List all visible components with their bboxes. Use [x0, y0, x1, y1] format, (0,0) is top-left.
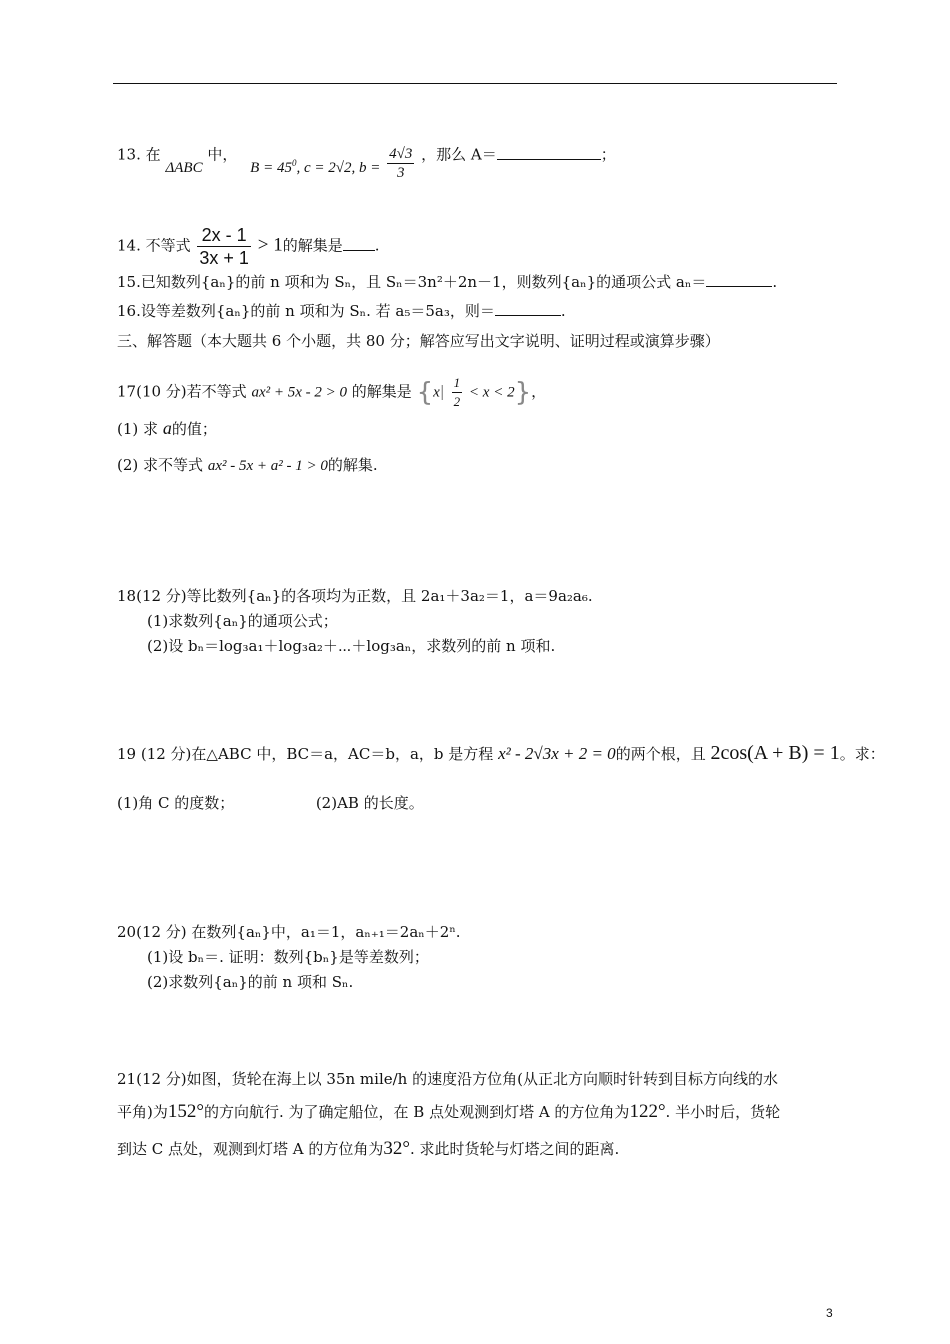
- q13-zhong: 中，: [207, 145, 238, 164]
- q17-p2-tail: 的解集.: [327, 456, 378, 474]
- q21-angle-1: 152°: [167, 1101, 204, 1122]
- q13-prefix: 在: [145, 145, 161, 164]
- question-21-line-3: [117, 1137, 619, 1161]
- q17-p1-label: (1) 求: [117, 420, 159, 438]
- q15-text: 15.已知数列{aₙ}的前 n 项和为 Sₙ，且 Sₙ＝3n²＋2n－1，则数列{aₙ}的通项公式 aₙ＝: [117, 273, 707, 291]
- q18-part-2: (2)设 bₙ＝log₃a₁＋log₃a₂＋⋯＋log₃aₙ，求数列的前 n 项和.: [147, 637, 556, 655]
- q16-text: 16.设等差数列{aₙ}的前 n 项和为 Sₙ. 若 a₅＝5a₃，则＝: [117, 302, 495, 320]
- page-number: 3: [826, 1306, 833, 1320]
- q21-line3-a: 到达 C 点处，观测到灯塔 A 的方位角为: [117, 1140, 384, 1158]
- q17-set-bar: |: [439, 382, 445, 401]
- q13-tail: ，那么 A＝: [421, 145, 497, 164]
- q13-b-sup: 0: [291, 157, 297, 168]
- q13-c-value: , c = 2√2, b =: [296, 159, 381, 176]
- header-rule: [113, 83, 837, 84]
- question-18: 18(12 分)等比数列{aₙ}的各项均为正数，且 2a₁＋3a₂＝1，a＝9a₂a₆.: [117, 587, 593, 605]
- q19-parts: [117, 793, 424, 813]
- q20-part-2: (2)求数列{aₙ}的前 n 项和 Sₙ.: [147, 973, 354, 991]
- q17-half: [452, 374, 463, 411]
- q19-mid: 的两个根，且: [615, 745, 706, 763]
- q13-condition: [250, 157, 381, 176]
- q16-answer-blank[interactable]: [495, 301, 561, 316]
- q21-angle-3: 32°: [383, 1138, 410, 1159]
- q13-answer-blank[interactable]: [497, 145, 601, 160]
- q19-equation: x² - 2√3x + 2 = 0: [498, 744, 616, 763]
- q17-half-den: 2: [453, 394, 461, 409]
- q14-fraction: [197, 224, 251, 269]
- q17-left-brace: {: [416, 377, 434, 408]
- q13-end: ；: [600, 145, 616, 164]
- q17-part-2: [117, 455, 378, 476]
- question-21-line-1: 21(12 分)如图，货轮在海上以 35n mile/h 的速度沿方位角(从正北方向顺时针转到目标方向线的水: [117, 1070, 778, 1088]
- q18-part-1: (1)求数列{aₙ}的通项公式；: [147, 612, 338, 630]
- q14-label: 14. 不等式: [117, 236, 191, 255]
- question-20: 20(12 分) 在数列{aₙ}中，a₁＝1，aₙ₊₁＝2aₙ＋2ⁿ.: [117, 923, 461, 941]
- q17-p1-var: a: [162, 418, 172, 438]
- q15-end: .: [772, 273, 778, 291]
- q13-b-angle: B = 45: [250, 159, 292, 176]
- q14-den: 3x + 1: [199, 248, 249, 268]
- q13-number: 13.: [117, 145, 141, 164]
- question-14: [117, 224, 380, 269]
- q17-head: 17(10 分)若不等式: [117, 382, 247, 401]
- q13-triangle: ΔABC: [165, 159, 203, 176]
- q14-num: 2x - 1: [197, 224, 251, 247]
- q13-b-den: 3: [396, 165, 405, 181]
- q17-set-rest: < x < 2: [468, 384, 515, 401]
- q17-right-brace: }: [514, 377, 532, 408]
- q13-b-fraction: [387, 145, 414, 182]
- q21-line3-b: . 求此时货轮与灯塔之间的距离.: [410, 1140, 620, 1158]
- question-16: [117, 301, 566, 321]
- q19-part-2: (2)AB 的长度。: [315, 794, 424, 812]
- q19-part-1: (1)角 C 的度数；: [117, 794, 235, 812]
- q16-end: .: [560, 302, 566, 320]
- q21-angle-2: 122°: [629, 1101, 666, 1122]
- question-17: [117, 374, 546, 411]
- q17-mid: 的解集是: [351, 382, 412, 401]
- question-21-line-2: [117, 1100, 780, 1124]
- section-3-heading: 三、解答题（本大题共 6 个小题，共 80 分；解答应写出文字说明、证明过程或演算步骤）: [117, 332, 720, 350]
- q19-end: 。求：: [839, 745, 885, 763]
- q15-answer-blank[interactable]: [706, 272, 772, 287]
- q17-inequality: ax² + 5x - 2 > 0: [251, 384, 347, 401]
- question-19: [117, 738, 885, 769]
- question-13: [117, 137, 616, 181]
- question-15: [117, 272, 777, 292]
- q21-line2-a: 平角)为: [117, 1103, 168, 1121]
- q19-condition: 2cos(A + B) = 1: [710, 742, 840, 764]
- q17-part-1: [117, 418, 217, 439]
- q14-relation: > 1: [257, 234, 283, 256]
- q14-tail: 的解集是: [282, 236, 343, 255]
- q19-head: 19 (12 分)在△ABC 中，BC＝a，AC＝b，a，b 是方程: [117, 745, 494, 763]
- q17-half-num: 1: [452, 374, 463, 393]
- q17-p2-label: (2) 求不等式: [117, 456, 204, 474]
- q17-set-x: x: [433, 384, 440, 401]
- q21-line2-b: 的方向航行. 为了确定船位，在 B 点处观测到灯塔 A 的方位角为: [203, 1103, 630, 1121]
- q13-b-num: 4√3: [389, 146, 413, 162]
- q14-answer-blank[interactable]: [343, 236, 375, 251]
- q14-end: .: [374, 236, 380, 255]
- q20-part-1: (1)设 bₙ＝. 证明：数列{bₙ}是等差数列；: [147, 948, 429, 966]
- q21-line2-c: . 半小时后，货轮: [665, 1103, 781, 1121]
- q17-p1-tail: 的值；: [171, 420, 217, 438]
- q17-p2-inequality: ax² - 5x + a² - 1 > 0: [207, 458, 328, 474]
- q17-end: ，: [531, 382, 547, 401]
